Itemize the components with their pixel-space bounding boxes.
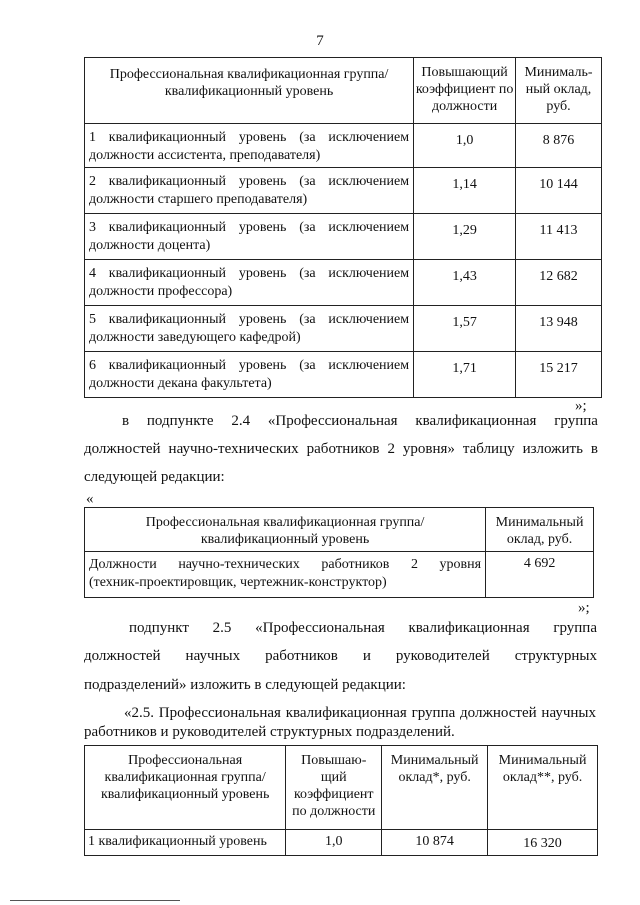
qualification-table-3: [84, 745, 598, 856]
table1-header-salary: Минималь-ный оклад, руб.: [516, 58, 602, 124]
table-row: 1 квалификационный уровень (за исключением должности ассистента, преподавателя) 1,0 8 876: [85, 124, 602, 168]
qualification-table-2: [84, 507, 594, 598]
paragraph-1-line-3: следующей редакции:: [84, 469, 225, 485]
paragraph-2-line-3: подразделений» изложить в следующей редакции:: [84, 677, 406, 693]
table-row: 6 квалификационный уровень (за исключением должности декана факультета) 1,71 15 217: [85, 352, 602, 398]
table-row: 5 квалификационный уровень (за исключением должности заведующего кафедрой) 1,57 13 948: [85, 306, 602, 352]
table3-header-salary-2: Минимальный оклад**, руб.: [488, 746, 598, 830]
page-bottom-rule: [10, 900, 180, 901]
table3-header-coef: Повышаю-щий коэффициент по должности: [286, 746, 382, 830]
paragraph-3-line-2: работников и руководителей структурных подразделений.: [84, 724, 455, 740]
paragraph-2-line-2: должностей научных работников и руководителей структурных: [84, 648, 597, 664]
table-row: 3 квалификационный уровень (за исключением должности доцента) 1,29 11 413: [85, 214, 602, 260]
table-row: 4 квалификационный уровень (за исключением должности профессора) 1,43 12 682: [85, 260, 602, 306]
paragraph-1-line-1: в подпункте 2.4 «Профессиональная квалификационная группа: [122, 413, 598, 429]
qualification-table-1: [84, 57, 602, 398]
page-number: 7: [316, 33, 324, 49]
table3-header-group: Профессиональная квалификационная группа/ квалификационный уровень: [85, 746, 286, 830]
table1-header-coef: Повышающий коэффициент по должности: [414, 58, 516, 124]
paragraph-2-line-1: подпункт 2.5 «Профессиональная квалификационная группа: [129, 620, 597, 636]
table-row: 1 квалификационный уровень 1,0 10 874 16 320: [85, 830, 598, 856]
table2-header-group: Профессиональная квалификационная группа/квалификационный уровень: [85, 508, 486, 552]
closing-quote-1: »;: [575, 398, 587, 414]
table2-header-salary: Минимальный оклад, руб.: [486, 508, 594, 552]
table3-header-salary-1: Минимальный оклад*, руб.: [382, 746, 488, 830]
closing-quote-2: »;: [578, 600, 590, 616]
table1-header-group: Профессиональная квалификационная группа/квалификационный уровень: [85, 58, 414, 124]
paragraph-1-line-2: должностей научно-технических работников 2 уровня» таблицу изложить в: [84, 441, 598, 457]
table-row: 2 квалификационный уровень (за исключением должности старшего преподавателя) 1,14 10 144: [85, 168, 602, 214]
paragraph-3-line-1: «2.5. Профессиональная квалификационная группа должностей научных: [124, 705, 596, 721]
table-row: Должности научно-технических работников 2 уровня (техник-проектировщик, чертежник-конструктор) 4 692: [85, 552, 594, 598]
opening-quote-2: «: [86, 491, 94, 507]
